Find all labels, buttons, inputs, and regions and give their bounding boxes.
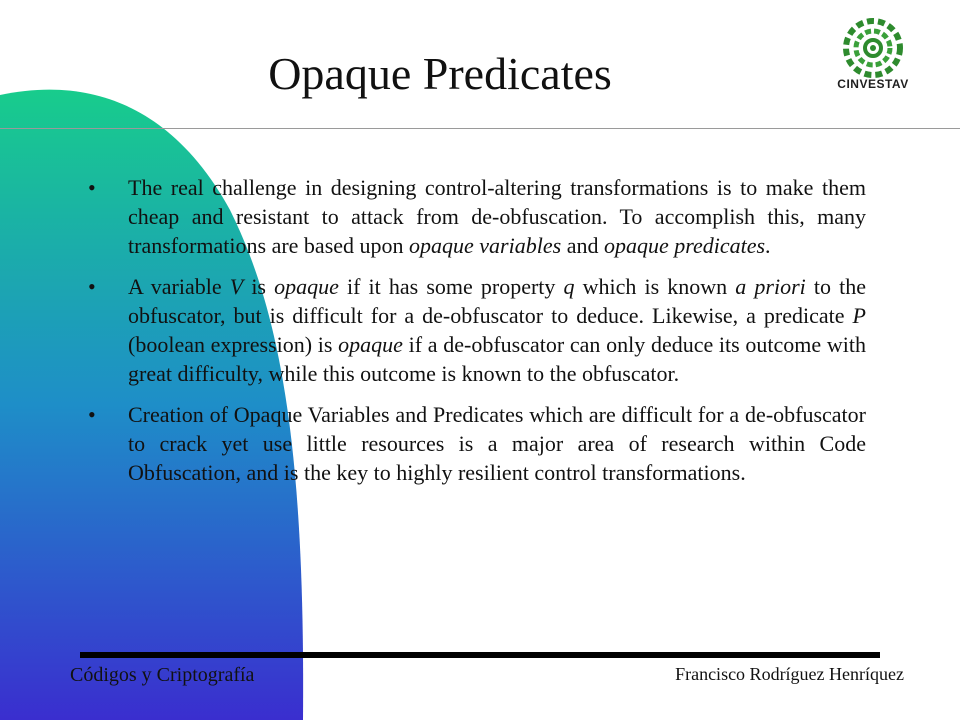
italic-term: opaque xyxy=(338,332,403,357)
title-divider xyxy=(0,128,960,129)
logo-text: CINVESTAV xyxy=(837,77,909,91)
text-run: to the obfuscator, but is difficult for a de-obfuscator to deduce. Likewise, a predicate xyxy=(128,274,866,328)
bullet-text xyxy=(128,173,866,260)
footer-author: Francisco Rodríguez Henríquez xyxy=(675,664,904,684)
bullet-text xyxy=(128,400,866,487)
italic-term: P xyxy=(852,303,866,328)
italic-term: V xyxy=(229,274,244,299)
text-run: Creation of Opaque Variables and Predicates which are difficult for a de-obfuscator to crack yet use little resources is a major area of research within Code Obfuscation, and is the key to highly resilient control transformations. xyxy=(128,402,866,485)
text-run: if a de-obfuscator can only deduce its outcome with great difficulty, while this outcome is known to the obfuscator. xyxy=(128,332,866,386)
bullet-item xyxy=(88,173,866,260)
logo-emblem-icon xyxy=(818,14,928,84)
bullet-item xyxy=(88,400,866,487)
cinvestav-logo xyxy=(818,14,928,104)
footer-divider xyxy=(80,652,880,658)
text-run: (boolean expression) is xyxy=(128,332,339,357)
footer-course: Códigos y Criptografía xyxy=(70,664,255,686)
slide-title: Opaque Predicates xyxy=(268,48,612,99)
text-run: if it has some property xyxy=(338,274,564,299)
text-run: The real challenge in designing control-altering transformations is to make them cheap and resistant to attack from de-obfuscation. To accomplish this, many transformations are based upon xyxy=(128,175,866,258)
text-run: is xyxy=(243,274,275,299)
italic-term: opaque xyxy=(274,274,339,299)
text-run: which is known xyxy=(574,274,736,299)
italic-term: opaque variables xyxy=(409,233,562,258)
bullet-marker: • xyxy=(88,274,96,299)
bullet-item xyxy=(88,272,866,388)
italic-term: opaque predicates xyxy=(603,233,766,258)
italic-term: q xyxy=(563,274,575,299)
italic-term: a priori xyxy=(735,274,806,299)
bullet-marker: • xyxy=(88,402,96,427)
text-run: and xyxy=(561,233,604,258)
text-run: A variable xyxy=(128,274,230,299)
bullet-text xyxy=(128,272,866,388)
text-run: . xyxy=(765,233,771,258)
bullet-list xyxy=(88,173,866,499)
bullet-marker: • xyxy=(88,175,96,200)
